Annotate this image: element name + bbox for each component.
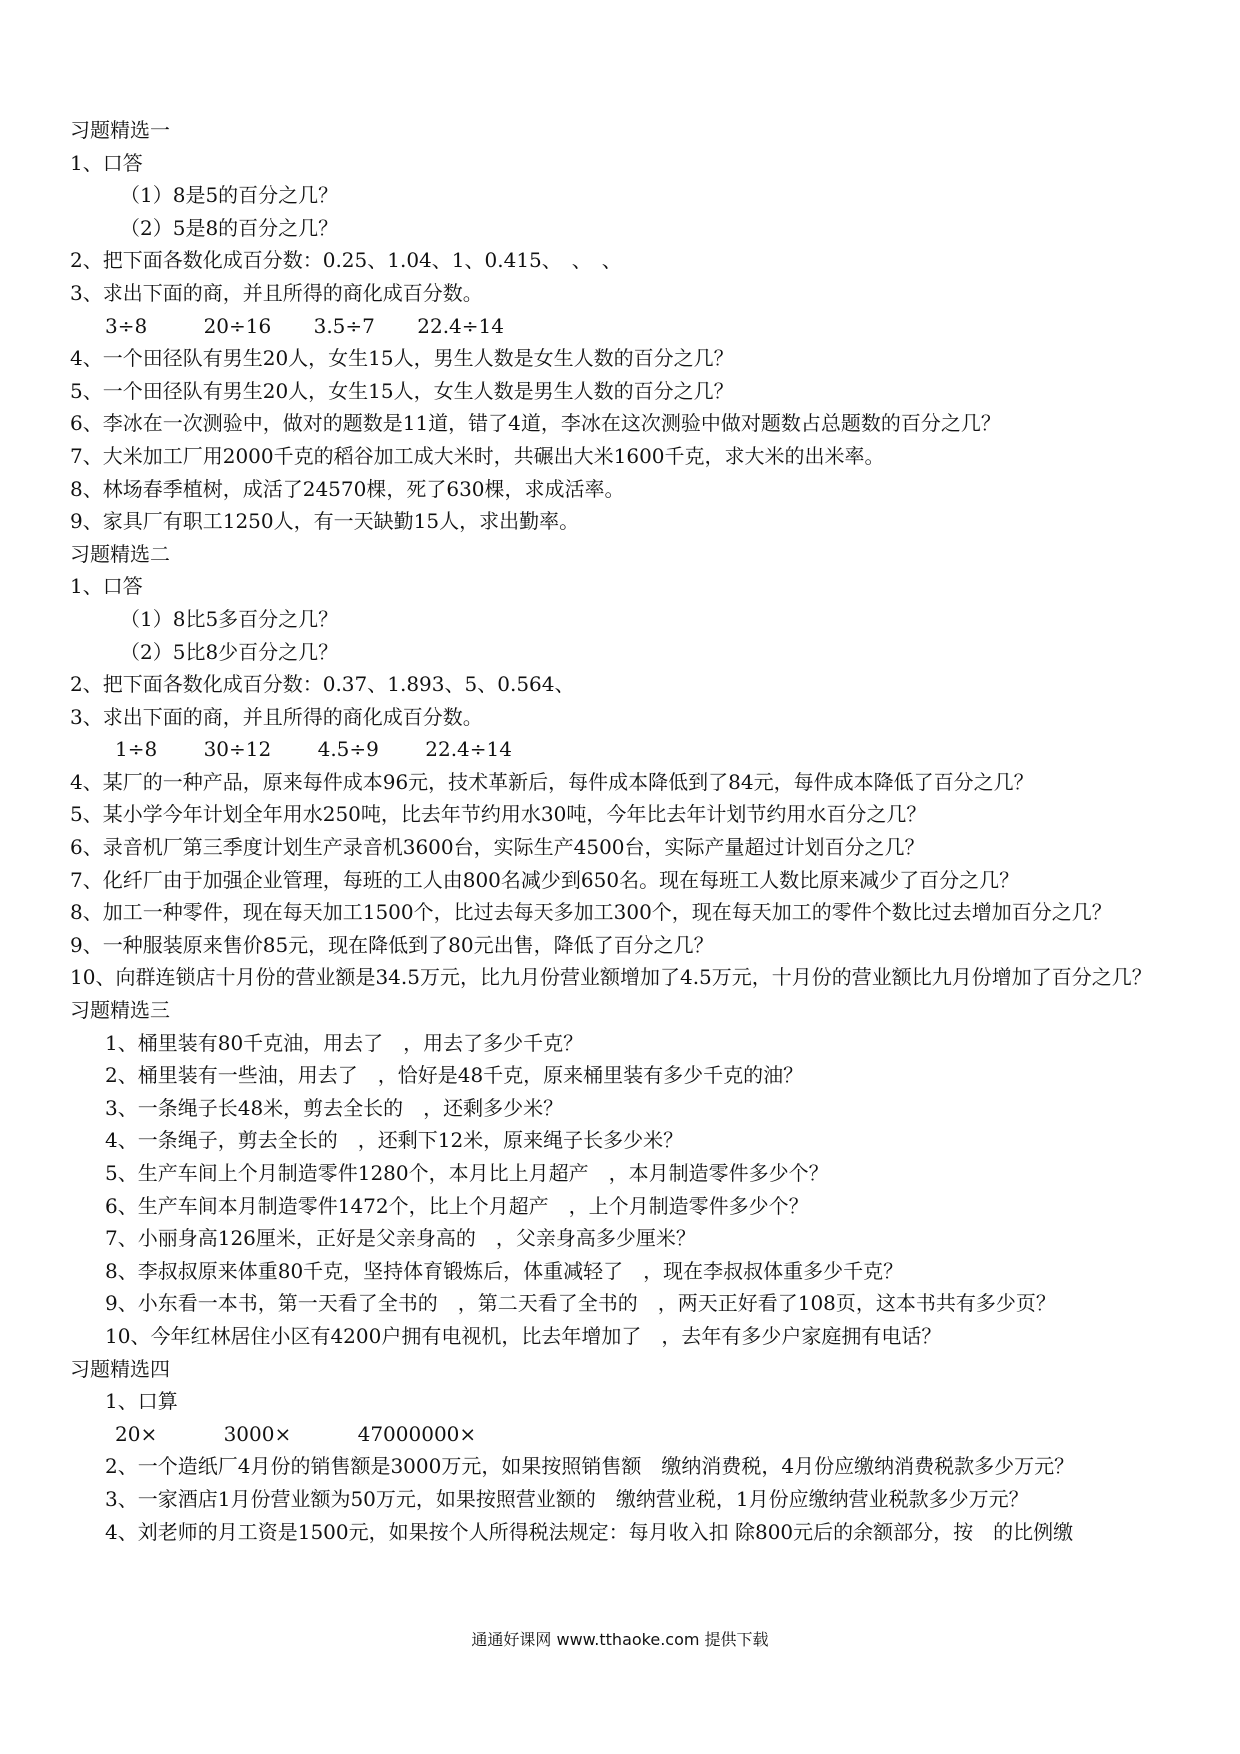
question: 3、一家酒店1月份营业额为50万元，如果按照营业额的 缴纳营业税，1月份应缴纳营业税款多少万元？	[105, 1486, 1029, 1511]
question: 5、一个田径队有男生20人，女生15人，女生人数是男生人数的百分之几？	[70, 378, 734, 403]
question: 6、生产车间本月制造零件1472个，比上个月超产 ，上个月制造零件多少个？	[105, 1193, 809, 1218]
question: 3、求出下面的商，并且所得的商化成百分数。	[70, 280, 483, 305]
question: 10、今年红林居住小区有4200户拥有电视机，比去年增加了 ，去年有多少户家庭拥有电话？	[105, 1323, 942, 1348]
section-title: 习题精选三	[70, 998, 170, 1023]
page-footer: 通通好课网 www.tthaoke.com 提供下载	[471, 1630, 769, 1649]
sub-question: （2）5比8少百分之几？	[120, 639, 339, 664]
section-title: 习题精选四	[70, 1356, 170, 1381]
question: 4、刘老师的月工资是1500元，如果按个人所得税法规定：每月收入扣 除800元后的余额部分，按 的比例缴	[105, 1519, 1074, 1544]
expression: 3000×	[223, 1421, 292, 1446]
question: 4、一个田径队有男生20人，女生15人，男生人数是女生人数的百分之几？	[70, 346, 734, 371]
question: 1、口答	[70, 150, 143, 175]
question: 8、加工一种零件，现在每天加工1500个，比过去每天多加工300个，现在每天加工的零件个数比过去增加百分之几？	[70, 900, 1112, 925]
question: 9、小东看一本书，第一天看了全书的 ，第二天看了全书的 ，两天正好看了108页，这本书共有多少页？	[105, 1291, 1056, 1316]
question: 7、大米加工厂用2000千克的稻谷加工成大米时，共碾出大米1600千克，求大米的出米率。	[70, 443, 885, 468]
expression-row	[70, 733, 1180, 766]
expression: 3.5÷7	[313, 313, 375, 338]
expression: 30÷12	[203, 737, 272, 762]
question: 7、化纤厂由于加强企业管理，每班的工人由800名减少到650名。现在每班工人数比原来减少了百分之几？	[70, 867, 1020, 892]
expression-row	[70, 1418, 1180, 1451]
question: 1、口算	[105, 1389, 178, 1414]
question: 8、李叔叔原来体重80千克，坚持体育锻炼后，体重减轻了 ，现在李叔叔体重多少千克？	[105, 1258, 904, 1283]
expression: 20×	[115, 1421, 158, 1446]
question: 10、向群连锁店十月份的营业额是34.5万元，比九月份营业额增加了4.5万元，十月份的营业额比九月份增加了百分之几？	[70, 965, 1152, 990]
expression: 47000000×	[357, 1421, 477, 1446]
question: 7、小丽身高126厘米，正好是父亲身高的 ，父亲身高多少厘米？	[105, 1226, 696, 1251]
question: 8、林场春季植树，成活了24570棵，死了630棵，求成活率。	[70, 476, 625, 501]
section-title: 习题精选一	[70, 118, 170, 142]
question: 1、桶里装有80千克油，用去了 ，用去了多少千克？	[105, 1030, 584, 1055]
question: 9、家具厂有职工1250人，有一天缺勤15人，求出勤率。	[70, 509, 580, 534]
expression: 22.4÷14	[425, 737, 512, 762]
sub-question: （2）5是8的百分之几？	[120, 215, 339, 240]
sub-question: （1）8比5多百分之几？	[120, 606, 339, 631]
question: 2、把下面各数化成百分数：0.37、1.893、5、0.564、	[70, 672, 575, 697]
question: 4、某厂的一种产品，原来每件成本96元，技术革新后，每件成本降低到了84元，每件成本降低了百分之几？	[70, 769, 1034, 794]
question: 3、求出下面的商，并且所得的商化成百分数。	[70, 704, 483, 729]
expression: 20÷16	[203, 313, 272, 338]
question: 1、口答	[70, 574, 143, 599]
question: 9、一种服装原来售价85元，现在降低到了80元出售，降低了百分之几？	[70, 932, 714, 957]
expression: 22.4÷14	[417, 313, 504, 338]
question: 6、录音机厂第三季度计划生产录音机3600台，实际生产4500台，实际产量超过计划百分之几？	[70, 835, 925, 860]
sub-question: （1）8是5的百分之几？	[120, 183, 339, 208]
question: 3、一条绳子长48米，剪去全长的 ，还剩多少米？	[105, 1095, 564, 1120]
question: 5、生产车间上个月制造零件1280个，本月比上月超产 ，本月制造零件多少个？	[105, 1161, 829, 1185]
question: 2、桶里装有一些油，用去了 ，恰好是48千克，原来桶里装有多少千克的油？	[105, 1063, 804, 1088]
question: 2、一个造纸厂4月份的销售额是3000万元，如果按照销售额 缴纳消费税，4月份应缴纳消费税款多少万元？	[105, 1454, 1075, 1479]
question: 6、李冰在一次测验中，做对的题数是11道，错了4道，李冰在这次测验中做对题数占总题数的百分之几？	[70, 411, 1001, 436]
question: 2、把下面各数化成百分数：0.25、1.04、1、0.415、 、 、	[70, 248, 622, 273]
question: 5、某小学今年计划全年用水250吨，比去年节约用水30吨，今年比去年计划节约用水百分之几？	[70, 802, 927, 827]
expression: 4.5÷9	[317, 737, 379, 762]
question: 4、一条绳子，剪去全长的 ，还剩下12米，原来绳子长多少米？	[105, 1128, 684, 1153]
expression-row	[70, 310, 1180, 343]
expression: 3÷8	[105, 313, 148, 338]
section-title: 习题精选二	[70, 541, 170, 566]
document-body	[70, 114, 1180, 1548]
expression: 1÷8	[115, 737, 158, 762]
